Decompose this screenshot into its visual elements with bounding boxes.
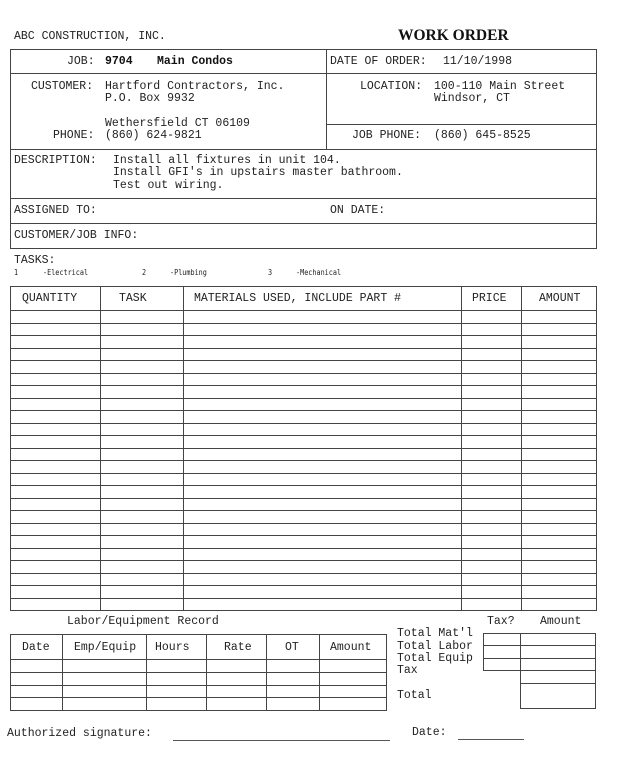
cell-quantity[interactable] [11,411,99,422]
signature-label: Authorized signature: [7,727,152,740]
customer-address-2[interactable]: Wethersfield CT 06109 [105,117,250,130]
total-label: Total Mat'l [397,627,473,640]
labor-cell-rate[interactable] [207,686,265,697]
cell-task[interactable] [101,436,182,447]
cell-quantity[interactable] [11,361,99,372]
cell-quantity[interactable] [11,436,99,447]
cell-price[interactable] [462,374,520,385]
labor-cell-emp-equip[interactable] [63,673,145,684]
labor-header-rate: Rate [224,641,252,654]
column-header-amount: AMOUNT [539,292,581,305]
cell-task[interactable] [101,424,182,435]
cell-price[interactable] [462,561,520,572]
cell-amount[interactable] [522,411,595,422]
labor-cell-ot[interactable] [267,686,318,697]
total-label: Total Labor [397,640,473,653]
cell-price[interactable] [462,436,520,447]
cell-price[interactable] [462,536,520,547]
labor-cell-date[interactable] [11,660,61,671]
cell-task[interactable] [101,449,182,460]
cell-task[interactable] [101,311,182,322]
header-row-divider [10,73,597,74]
labor-cell-emp-equip[interactable] [63,698,145,709]
cell-quantity[interactable] [11,486,99,497]
cell-amount[interactable] [522,311,595,322]
cell-materials[interactable] [184,449,460,460]
date-of-order-label: DATE OF ORDER: [330,55,427,68]
cell-amount[interactable] [522,474,595,485]
total-label: Total [397,689,432,702]
cell-quantity[interactable] [11,586,99,597]
cell-price[interactable] [462,511,520,522]
cell-materials[interactable] [184,486,460,497]
cell-quantity[interactable] [11,524,99,535]
task-number: 1 [14,268,19,277]
customer-label: CUSTOMER: [31,80,94,93]
cell-task[interactable] [101,386,182,397]
on-date-field[interactable] [395,204,585,217]
cell-amount[interactable] [522,361,595,372]
amount-field-labor[interactable] [521,646,595,657]
cell-quantity[interactable] [11,499,99,510]
customer-name[interactable]: Hartford Contractors, Inc. [105,80,285,93]
location-divider [326,124,597,125]
cell-task[interactable] [101,536,182,547]
cell-price[interactable] [462,486,520,497]
assigned-to-label: ASSIGNED TO: [14,204,97,217]
labor-cell-rate[interactable] [207,673,265,684]
amount-header: Amount [540,615,582,628]
cell-amount[interactable] [522,586,595,597]
cell-amount[interactable] [522,536,595,547]
labor-cell-amount[interactable] [320,686,385,697]
company-name: ABC CONSTRUCTION, INC. [14,30,166,43]
cell-amount[interactable] [522,399,595,410]
labor-cell-hours[interactable] [147,686,205,697]
task-number: 2 [142,268,147,277]
cell-materials[interactable] [184,374,460,385]
assigned-to-field[interactable] [110,204,310,217]
labor-title: Labor/Equipment Record [67,615,219,628]
date-of-order-value[interactable]: 11/10/1998 [443,55,513,68]
labor-cell-amount[interactable] [320,673,385,684]
tax-field-equip[interactable] [484,659,520,670]
column-header-materials: MATERIALS USED, INCLUDE PART # [194,292,402,305]
cell-task[interactable] [101,599,182,610]
cell-materials[interactable] [184,461,460,472]
cell-materials[interactable] [184,536,460,547]
task-number: 3 [268,268,273,277]
tax-header: Tax? [487,615,515,628]
labor-cell-ot[interactable] [267,673,318,684]
cell-task[interactable] [101,586,182,597]
job-number[interactable]: 9704 [105,55,133,68]
cell-quantity[interactable] [11,399,99,410]
location-line-2[interactable]: Windsor, CT [434,92,510,105]
labor-cell-rate[interactable] [207,660,265,671]
cell-task[interactable] [101,561,182,572]
cell-task[interactable] [101,349,182,360]
cell-price[interactable] [462,361,520,372]
labor-cell-hours[interactable] [147,673,205,684]
cell-amount[interactable] [522,574,595,585]
column-header-price: PRICE [472,292,507,305]
amount-field-total[interactable] [521,684,595,708]
cell-amount[interactable] [522,499,595,510]
cell-quantity[interactable] [11,461,99,472]
cell-amount[interactable] [522,486,595,497]
cell-materials[interactable] [184,411,460,422]
cell-price[interactable] [462,324,520,335]
cell-task[interactable] [101,499,182,510]
cell-amount[interactable] [522,599,595,610]
cell-task[interactable] [101,361,182,372]
cell-price[interactable] [462,474,520,485]
cell-task[interactable] [101,324,182,335]
location-line-1[interactable]: 100-110 Main Street [434,80,566,93]
task-name: -Plumbing [170,268,207,277]
cell-materials[interactable] [184,474,460,485]
cell-amount[interactable] [522,436,595,447]
cell-task[interactable] [101,374,182,385]
cell-quantity[interactable] [11,599,99,610]
cell-price[interactable] [462,574,520,585]
cell-amount[interactable] [522,461,595,472]
cell-amount[interactable] [522,374,595,385]
cell-price[interactable] [462,586,520,597]
signature-line[interactable] [173,740,390,741]
header-divider [326,49,327,150]
on-date-label: ON DATE: [330,204,386,217]
total-label: Total Equip [397,652,473,665]
cell-quantity[interactable] [11,474,99,485]
task-name: -Mechanical [296,268,342,277]
labor-cell-amount[interactable] [320,660,385,671]
customer-address-1[interactable]: P.O. Box 9932 [105,92,195,105]
cell-task[interactable] [101,524,182,535]
tax-field-labor[interactable] [484,646,520,657]
labor-cell-rate[interactable] [207,698,265,709]
tasks-label: TASKS: [14,254,56,267]
cell-materials[interactable] [184,436,460,447]
form-title: WORK ORDER [398,27,509,44]
cell-quantity[interactable] [11,549,99,560]
cell-materials[interactable] [184,324,460,335]
labor-header-date: Date [22,641,50,654]
cell-materials[interactable] [184,511,460,522]
cell-materials[interactable] [184,424,460,435]
signature-date-label: Date: [412,726,447,739]
cell-materials[interactable] [184,336,460,347]
cell-materials[interactable] [184,399,460,410]
amount-field-tax[interactable] [521,671,595,682]
cell-amount[interactable] [522,386,595,397]
cell-materials[interactable] [184,311,460,322]
amount-field-materials[interactable] [521,634,595,645]
cell-amount[interactable] [522,524,595,535]
cell-task[interactable] [101,549,182,560]
description-line[interactable]: Install GFI's in upstairs master bathroom. [113,166,403,179]
cell-task[interactable] [101,486,182,497]
job-name[interactable]: Main Condos [157,55,233,68]
job-label: JOB: [67,55,95,68]
cell-price[interactable] [462,336,520,347]
cell-materials[interactable] [184,349,460,360]
cell-quantity[interactable] [11,336,99,347]
cell-materials[interactable] [184,361,460,372]
cell-amount[interactable] [522,511,595,522]
cell-price[interactable] [462,349,520,360]
labor-header-amount: Amount [330,641,372,654]
cell-materials[interactable] [184,586,460,597]
labor-cell-emp-equip[interactable] [63,660,145,671]
task-name: -Electrical [43,268,89,277]
signature-date-line[interactable] [458,739,524,740]
cell-price[interactable] [462,549,520,560]
cell-quantity[interactable] [11,574,99,585]
column-header-task: TASK [119,292,147,305]
labor-header-emp-equip: Emp/Equip [74,641,137,654]
cell-quantity[interactable] [11,311,99,322]
cell-materials[interactable] [184,499,460,510]
cell-price[interactable] [462,599,520,610]
labor-header-ot: OT [285,641,299,654]
cell-materials[interactable] [184,549,460,560]
cell-quantity[interactable] [11,386,99,397]
tax-field-materials[interactable] [484,634,520,645]
cell-amount[interactable] [522,424,595,435]
labor-cell-date[interactable] [11,698,61,709]
cell-task[interactable] [101,411,182,422]
total-label: Tax [397,664,418,677]
description-line[interactable]: Test out wiring. [113,179,224,192]
cell-amount[interactable] [522,549,595,560]
cell-quantity[interactable] [11,424,99,435]
cell-materials[interactable] [184,574,460,585]
job-phone-value[interactable]: (860) 645-8525 [434,129,531,142]
cell-quantity[interactable] [11,349,99,360]
cell-amount[interactable] [522,349,595,360]
cell-materials[interactable] [184,524,460,535]
cell-price[interactable] [462,399,520,410]
labor-cell-date[interactable] [11,686,61,697]
cell-price[interactable] [462,386,520,397]
labor-cell-hours[interactable] [147,660,205,671]
cell-price[interactable] [462,424,520,435]
cell-price[interactable] [462,411,520,422]
cell-price[interactable] [462,449,520,460]
cell-task[interactable] [101,474,182,485]
location-label: LOCATION: [360,80,423,93]
cell-amount[interactable] [522,449,595,460]
labor-cell-date[interactable] [11,673,61,684]
cell-quantity[interactable] [11,374,99,385]
cell-quantity[interactable] [11,536,99,547]
cell-materials[interactable] [184,599,460,610]
cell-price[interactable] [462,311,520,322]
job-phone-label: JOB PHONE: [352,129,422,142]
customer-phone-label: PHONE: [53,129,95,142]
description-line[interactable]: Install all fixtures in unit 104. [113,154,341,167]
labor-cell-hours[interactable] [147,698,205,709]
amount-field-equip[interactable] [521,659,595,670]
cell-task[interactable] [101,336,182,347]
cell-price[interactable] [462,461,520,472]
cell-task[interactable] [101,511,182,522]
customer-job-info-label: CUSTOMER/JOB INFO: [14,229,139,242]
cell-task[interactable] [101,399,182,410]
cell-task[interactable] [101,574,182,585]
cell-materials[interactable] [184,561,460,572]
description-label: DESCRIPTION: [14,154,97,167]
labor-cell-ot[interactable] [267,698,318,709]
cell-quantity[interactable] [11,449,99,460]
column-header-quantity: QUANTITY [22,292,78,305]
cell-task[interactable] [101,461,182,472]
cell-amount[interactable] [522,561,595,572]
labor-header-hours: Hours [155,641,190,654]
labor-cell-amount[interactable] [320,698,385,709]
cell-quantity[interactable] [11,324,99,335]
labor-cell-ot[interactable] [267,660,318,671]
customer-job-info-field[interactable] [155,229,585,242]
cell-quantity[interactable] [11,511,99,522]
cell-materials[interactable] [184,386,460,397]
customer-phone[interactable]: (860) 624-9821 [105,129,202,142]
cell-amount[interactable] [522,336,595,347]
cell-price[interactable] [462,499,520,510]
cell-amount[interactable] [522,324,595,335]
cell-quantity[interactable] [11,561,99,572]
cell-price[interactable] [462,524,520,535]
labor-cell-emp-equip[interactable] [63,686,145,697]
